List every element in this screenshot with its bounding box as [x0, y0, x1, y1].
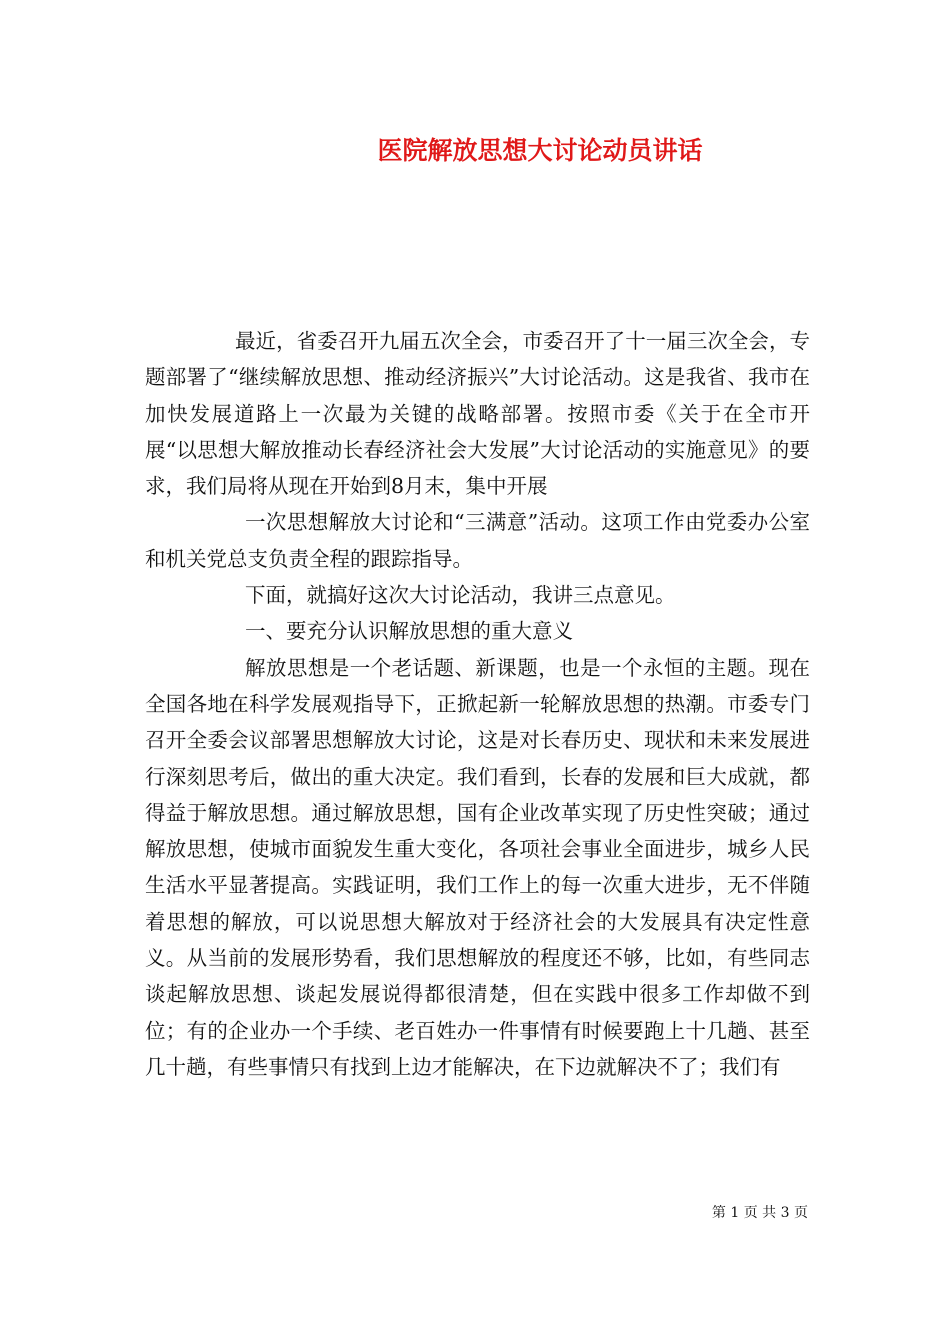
paragraph-3: 下面，就搞好这次大讨论活动，我讲三点意见。	[245, 583, 676, 608]
paragraph-4: 解放思想是一个老话题、新课题，也是一个永恒的主题。现在全国各地在科学发展观指导下，正掀起新一轮解放思想的热潮。市委专门召开全委会议部署思想解放大讨论，这是对长春历史、现状和未来发展进行深刻思考后，做出的重大决定。我们看到，长春的发展和巨大成就，都得益于解放思想。通过解放思想，国有企业改革实现了历史性突破；通过解放思想，使城市面貌发生重大变化，各项社会事业全面进步，城乡人民生活水平显著提高。实践证明，我们工作上的每一次重大进步，无不伴随着思想的解放，可以说思想大解放对于经济社会的大发展具有决定性意义。从当前的发展形势看，我们思想解放的程度还不够，比如，有些同志谈起解放思想、谈起发展说得都很清楚，但在实践中很多工作却做不到位；有的企业办一个手续、老百姓办一件事情有时候要跑上十几趟、甚至几十趟，有些事情只有找到上边才能解决，在下边就解决不了；我们有	[145, 655, 810, 1079]
page-number-footer: 第 1 页 共 3 页	[711, 1205, 808, 1221]
section-heading-1: 一、要充分认识解放思想的重大意义	[245, 619, 573, 644]
document-title: 医院解放思想大讨论动员讲话	[377, 136, 703, 165]
document-body	[145, 323, 810, 1085]
paragraph-2: 一次思想解放大讨论和“三满意”活动。这项工作由党委办公室和机关党总支负责全程的跟踪指导。	[145, 510, 810, 571]
paragraph-1: 最近，省委召开九届五次全会，市委召开了十一届三次全会，专题部署了“继续解放思想、推动经济振兴”大讨论活动。这是我省、我市在加快发展道路上一次最为关键的战略部署。按照市委《关于在全市开展“以思想大解放推动长春经济社会大发展”大讨论活动的实施意见》的要求，我们局将从现在开始到8月末，集中开展	[145, 329, 810, 499]
